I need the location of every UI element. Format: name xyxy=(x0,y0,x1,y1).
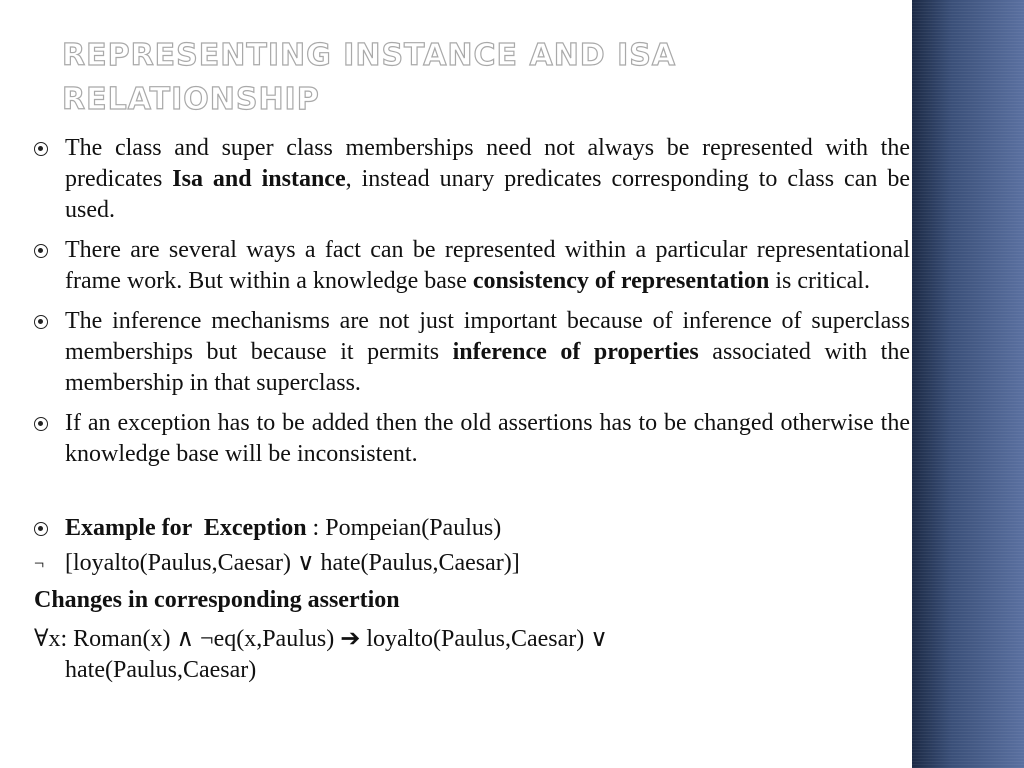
formula-text: ∀x: Roman(x) ∧ ¬eq(x,Paulus) ➔ loyalto(Paulus,Caesar) ∨ hate(Paulus,Caesar) xyxy=(34,626,608,683)
bullet-item xyxy=(34,133,910,226)
bullet-text: There are several ways a fact can be represented within a particular representational frame work. But within a knowledge base consistency of representation is critical. xyxy=(65,237,910,294)
slide-title-line-1: REPRESENTING INSTANCE AND ISA xyxy=(62,38,677,73)
negation-symbol: ¬ xyxy=(34,553,45,573)
example-text: : Pompeian(Paulus) xyxy=(306,515,502,541)
changes-heading: Changes in corresponding assertion xyxy=(34,587,400,613)
negation-line xyxy=(34,548,910,579)
bullet-circle-icon xyxy=(34,417,48,431)
slide-title xyxy=(62,34,822,122)
slide-content xyxy=(34,133,910,686)
bullet-circle-icon xyxy=(34,315,48,329)
bullet-circle-icon xyxy=(34,244,48,258)
bullet-text: The inference mechanisms are not just important because of inference of superclass memberships but because it permits inference of properties associated with the membership in that superclass. xyxy=(65,308,911,396)
bullet-text: If an exception has to be added then the old assertions has to be changed otherwise the knowledge base will be inconsistent. xyxy=(65,410,910,467)
bullet-text: The class and super class memberships need not always be represented with the predicates Isa and instance, instead unary predicates corresponding to class can be used. xyxy=(65,135,910,223)
bullet-item xyxy=(34,408,910,470)
bullet-circle-icon xyxy=(34,142,48,156)
bullet-circle-icon xyxy=(34,522,48,536)
negation-text: [loyalto(Paulus,Caesar) ∨ hate(Paulus,Caesar)] xyxy=(65,550,520,576)
example-bullet xyxy=(34,513,910,544)
example-label: Example for Exception xyxy=(65,515,307,541)
bullet-item xyxy=(34,235,910,297)
bullet-item xyxy=(34,306,910,399)
decorative-sidebar xyxy=(912,0,1024,768)
slide-title-line-2: RELATIONSHIP xyxy=(62,82,320,117)
